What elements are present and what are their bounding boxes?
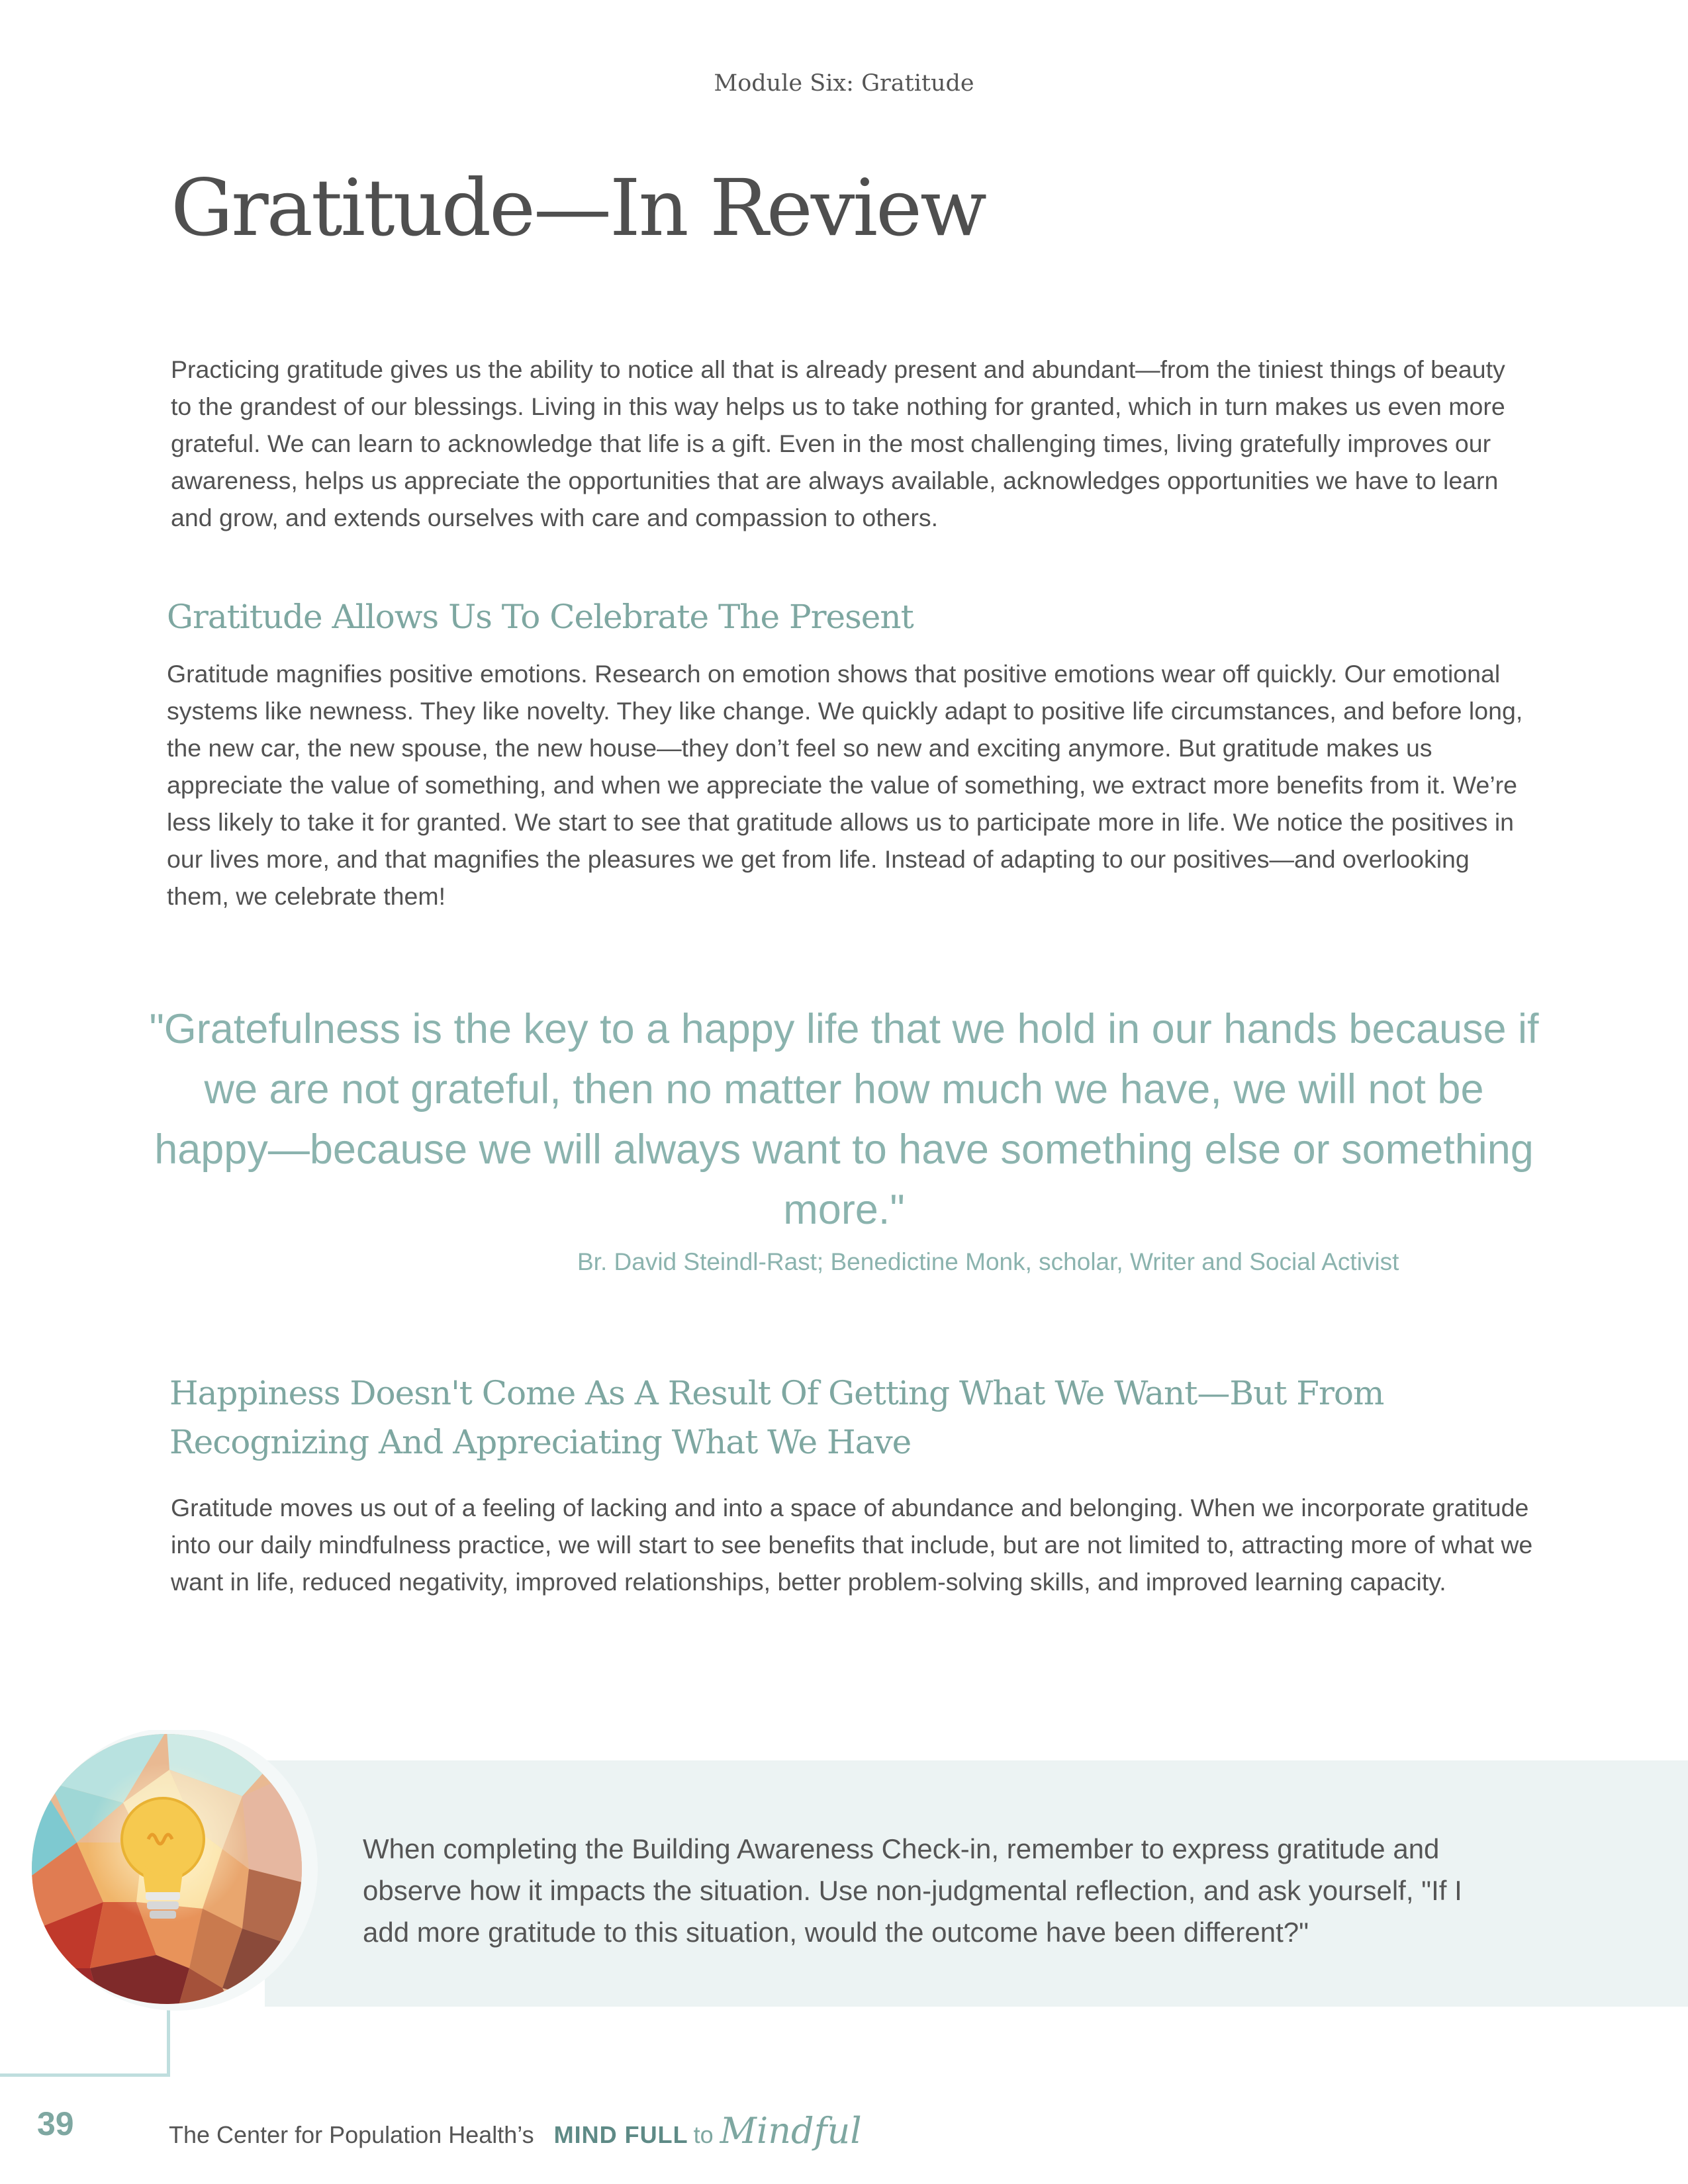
section-heading-happiness: Happiness Doesn't Come As A Result Of Getting What We Want—But From Recognizing And Appreciating What We Have bbox=[169, 1374, 1384, 1461]
module-label: Module Six: Gratitude bbox=[714, 70, 974, 97]
footer-to: to bbox=[693, 2121, 714, 2148]
section-body-happiness: Gratitude moves us out of a feeling of lacking and into a space of abundance and belonging. When we incorporate gratitude into our daily mindfulness practice, we will start to see benefits that include, but are not limited to, attracting more of what we want in life, reduced negativity, improved relationships, better problem-solving skills, and improved learning capacity. bbox=[171, 1494, 1533, 1596]
lightbulb-icon bbox=[24, 1730, 328, 2015]
section-heading-celebrate: Gratitude Allows Us To Celebrate The Present bbox=[167, 598, 914, 636]
pull-quote: "Gratefulness is the key to a happy life that we hold in our hands because if we are not grateful, then no matter how much we have, we will not be happy—because we will always want to have something else or something more." bbox=[149, 1006, 1539, 1233]
page-title: Gratitude—In Review bbox=[171, 162, 985, 253]
intro-paragraph: Practicing gratitude gives us the ability to notice all that is already present and abundant—from the tiniest things of beauty to the grandest of our blessings. Living in this way helps us to take nothing for granted, which in turn makes us even more grateful. We can learn to acknowledge that life is a gift. Even in the most challenging times, living gratefully improves our awareness, helps us appreciate the opportunities that are always available, acknowledges opportunities we have to learn and grow, and extends ourselves with care and compassion to others. bbox=[171, 355, 1505, 531]
footer-script-logo: Mindful bbox=[720, 2110, 862, 2152]
page-number: 39 bbox=[37, 2105, 74, 2142]
connector-line-horizontal bbox=[0, 2073, 170, 2077]
callout-text: When completing the Building Awareness Check-in, remember to express gratitude and observe how it impacts the situation. Use non-judgmental reflection, and ask yourself, "If I add more gratitude to this situation, would the outcome have been different?" bbox=[363, 1833, 1462, 1948]
section-body-celebrate: Gratitude magnifies positive emotions. Research on emotion shows that positive emotions wear off quickly. Our emotional systems like newness. They like novelty. They like change. We quickly adapt to positive life circumstances, and before long, the new car, the new spouse, the new house—they don’t feel so new and exciting anymore. But gratitude makes us appreciate the value of something, and when we appreciate the value of something, we extract more benefits from it. We’re less likely to take it for granted. We start to see that gratitude allows us to participate more in life. We notice the positives in our lives more, and that magnifies the pleasures we get from life. Instead of adapting to our positives—and overlooking them, we celebrate them! bbox=[167, 660, 1523, 910]
quote-attribution: Br. David Steindl-Rast; Benedictine Monk, scholar, Writer and Social Activist bbox=[577, 1248, 1399, 1275]
footer-branding bbox=[169, 2110, 862, 2152]
footer-brand: MIND FULL bbox=[553, 2121, 688, 2148]
lightbulb-badge bbox=[24, 1730, 328, 2015]
footer-org: The Center for Population Health’s bbox=[169, 2121, 534, 2148]
